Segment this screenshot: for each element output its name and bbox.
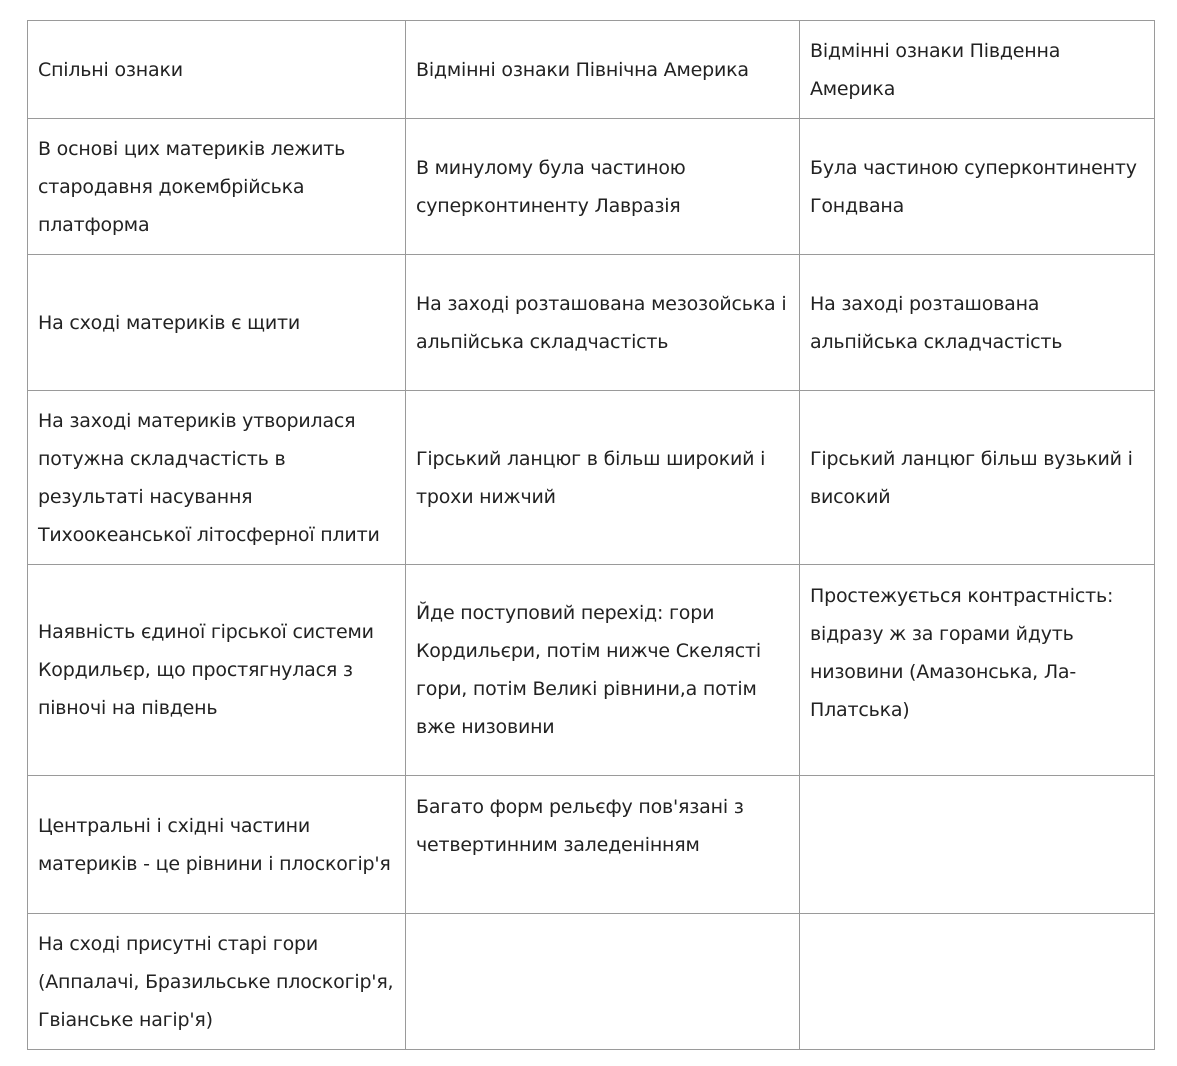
table-cell: Була частиною суперконтиненту Гондвана bbox=[800, 119, 1155, 255]
comparison-table bbox=[27, 20, 1155, 1050]
table-cell: Гірський ланцюг більш вузький і високий bbox=[800, 391, 1155, 565]
table-cell: На заході материків утворилася потужна складчастість в результаті насування Тихоокеанської літосферної плити bbox=[28, 391, 406, 565]
table-cell: Простежується контрастність: відразу ж за горами йдуть низовини (Амазонська, Ла-Платська) bbox=[800, 565, 1155, 776]
table-cell: Центральні і східні частини материків - це рівнини і плоскогір'я bbox=[28, 776, 406, 914]
header-cell-common: Спільні ознаки bbox=[28, 21, 406, 119]
table-cell bbox=[800, 776, 1155, 914]
table-row bbox=[28, 565, 1155, 776]
table-cell: На сході присутні старі гори (Аппалачі, Бразильське плоскогір'я, Гвіанське нагір'я) bbox=[28, 914, 406, 1050]
table-row bbox=[28, 391, 1155, 565]
table-cell: Багато форм рельєфу пов'язані з четвертинним заледенінням bbox=[406, 776, 800, 914]
table-cell: В основі цих материків лежить стародавня докембрійська платформа bbox=[28, 119, 406, 255]
table-row bbox=[28, 255, 1155, 391]
table-cell: В минулому була частиною суперконтиненту Лавразія bbox=[406, 119, 800, 255]
table-cell bbox=[800, 914, 1155, 1050]
table-row bbox=[28, 914, 1155, 1050]
table-cell: Йде поступовий перехід: гори Кордильєри, потім нижче Скелясті гори, потім Великі рівнини,а потім вже низовини bbox=[406, 565, 800, 776]
table-row bbox=[28, 119, 1155, 255]
table-cell: Наявність єдиної гірської системи Кордильєр, що простягнулася з півночі на південь bbox=[28, 565, 406, 776]
table-cell: На заході розташована альпійська складчастість bbox=[800, 255, 1155, 391]
table-cell: Гірський ланцюг в більш широкий і трохи нижчий bbox=[406, 391, 800, 565]
table-cell bbox=[406, 914, 800, 1050]
table-header-row bbox=[28, 21, 1155, 119]
table-row bbox=[28, 776, 1155, 914]
table-cell: На сході материків є щити bbox=[28, 255, 406, 391]
header-cell-south-america: Відмінні ознаки Південна Америка bbox=[800, 21, 1155, 119]
table-cell: На заході розташована мезозойська і альпійська складчастість bbox=[406, 255, 800, 391]
header-cell-north-america: Відмінні ознаки Північна Америка bbox=[406, 21, 800, 119]
